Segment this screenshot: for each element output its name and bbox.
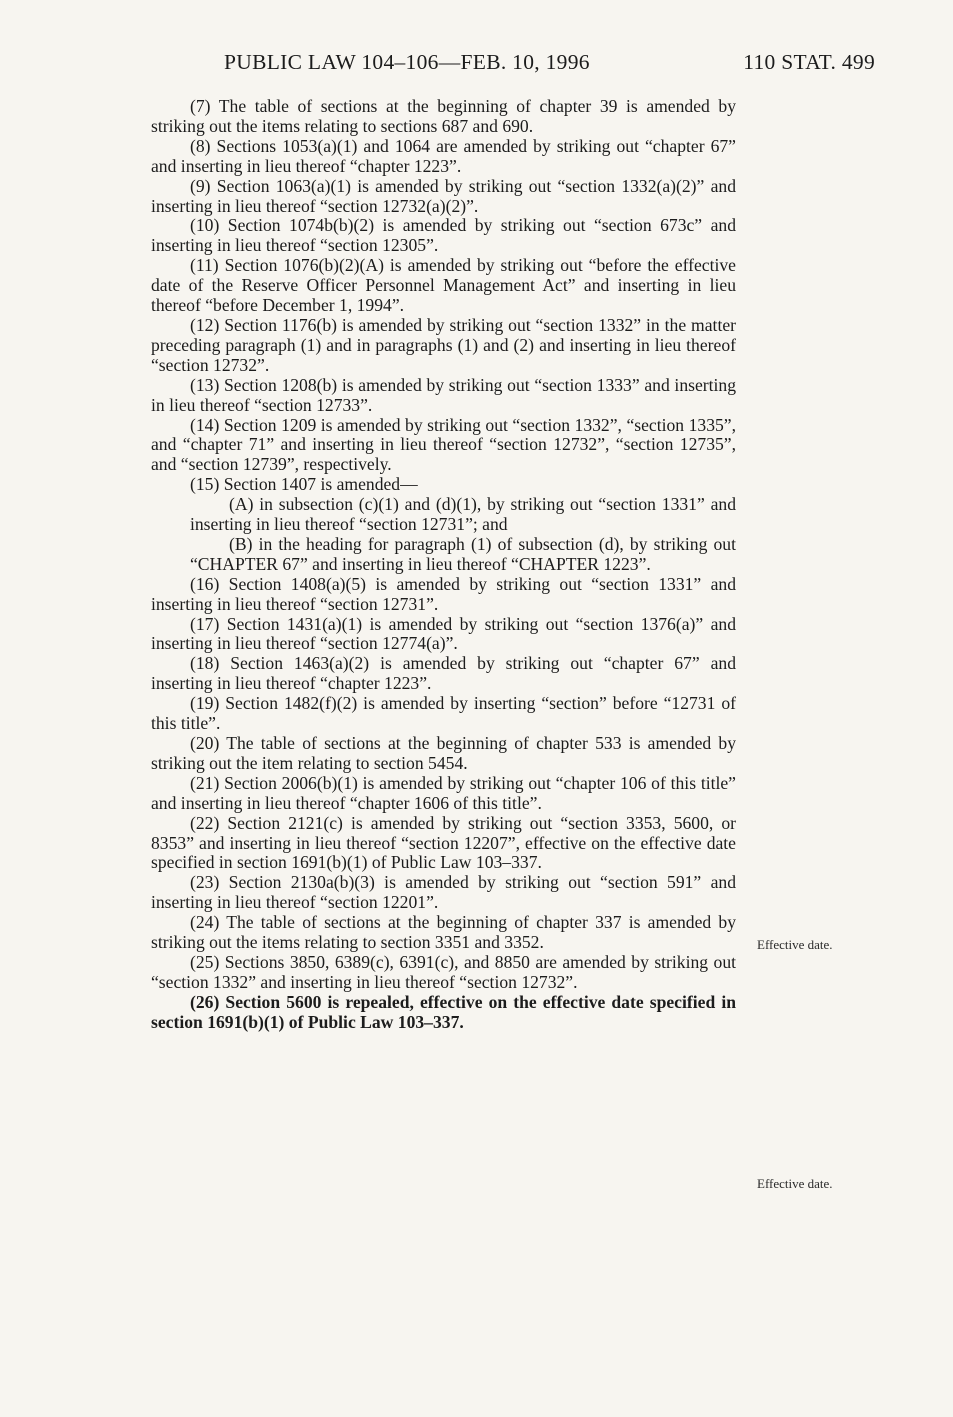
paragraph-20: (20) The table of sections at the beginning of chapter 533 is amended by striking out the item relating to section 5454.: [151, 733, 736, 773]
paragraph-16: (16) Section 1408(a)(5) is amended by striking out “section 1331” and inserting in lieu thereof “section 12731”.: [151, 573, 736, 614]
paragraph-24: (24) The table of sections at the beginning of chapter 337 is amended by striking out the items relating to section 3351 and 3352.: [151, 912, 736, 953]
page-title: PUBLIC LAW 104–106—FEB. 10, 1996: [224, 50, 590, 74]
paragraph-25: (25) Sections 3850, 6389(c), 6391(c), and 8850 are amended by striking out “section 1332” and inserting in lieu thereof “section 12732”.: [151, 951, 736, 992]
paragraph-7: (7) The table of sections at the beginning of chapter 39 is amended by striking out the items relating to sections 687 and 690.: [151, 96, 736, 136]
paragraph-14: (14) Section 1209 is amended by striking out “section 1332”, “section 1335”, and “chapter 71” and inserting in lieu thereof “section 12732”, “section 12735”, and “section 12739”, respectively.: [151, 414, 736, 475]
paragraph-15: (15) Section 1407 is amended—: [190, 474, 418, 495]
paragraph-22: (22) Section 2121(c) is amended by striking out “section 3353, 5600, or 8353” and inserting in lieu thereof “section 12207”, effective on the effective date specified in section 1691(b)(1) of Public Law 103–337.: [151, 812, 736, 873]
paragraph-18: (18) Section 1463(a)(2) is amended by striking out “chapter 67” and inserting in lieu thereof “chapter 1223”.: [151, 653, 736, 694]
paragraph-19: (19) Section 1482(f)(2) is amended by inserting “section” before “12731 of this title”.: [151, 693, 736, 734]
paragraph-8: (8) Sections 1053(a)(1) and 1064 are amended by striking out “chapter 67” and inserting in lieu thereof “chapter 1223”.: [151, 135, 736, 176]
stat-page-number: 110 STAT. 499: [743, 50, 875, 74]
document-body: [151, 97, 736, 1033]
subparagraph-15-a: (A) in subsection (c)(1) and (d)(1), by striking out “section 1331” and inserting in lieu thereof “section 12731”; and: [190, 494, 736, 535]
paragraph-26: (26) Section 5600 is repealed, effective on the effective date specified in section 1691(b)(1) of Public Law 103–337.: [151, 991, 736, 1032]
paragraph-11: (11) Section 1076(b)(2)(A) is amended by striking out “before the effective date of the Reserve Officer Personnel Management Act” and inserting in lieu thereof “before December 1, 1994”.: [151, 255, 736, 316]
paragraph-9: (9) Section 1063(a)(1) is amended by striking out “section 1332(a)(2)” and inserting in lieu thereof “section 12732(a)(2)”.: [151, 175, 736, 216]
margin-note-effective-date-26: Effective date.: [757, 1176, 833, 1191]
page-header: [0, 50, 953, 76]
paragraph-10: (10) Section 1074b(b)(2) is amended by striking out “section 673c” and inserting in lieu thereof “section 12305”.: [151, 215, 736, 256]
subparagraph-15-b: (B) in the heading for paragraph (1) of subsection (d), by striking out “CHAPTER 67” and inserting in lieu thereof “CHAPTER 1223”.: [190, 533, 736, 574]
paragraph-23: (23) Section 2130a(b)(3) is amended by striking out “section 591” and inserting in lieu thereof “section 12201”.: [151, 872, 736, 913]
margin-note-effective-date-22: Effective date.: [757, 937, 833, 952]
paragraph-12: (12) Section 1176(b) is amended by striking out “section 1332” in the matter preceding paragraph (1) and in paragraphs (1) and (2) and inserting in lieu thereof “section 12732”.: [151, 314, 736, 375]
paragraph-21: (21) Section 2006(b)(1) is amended by striking out “chapter 106 of this title” and inserting in lieu thereof “chapter 1606 of this title”.: [151, 772, 736, 813]
paragraph-13: (13) Section 1208(b) is amended by striking out “section 1333” and inserting in lieu thereof “section 12733”.: [151, 374, 736, 415]
paragraph-17: (17) Section 1431(a)(1) is amended by striking out “section 1376(a)” and inserting in lieu thereof “section 12774(a)”.: [151, 613, 736, 654]
